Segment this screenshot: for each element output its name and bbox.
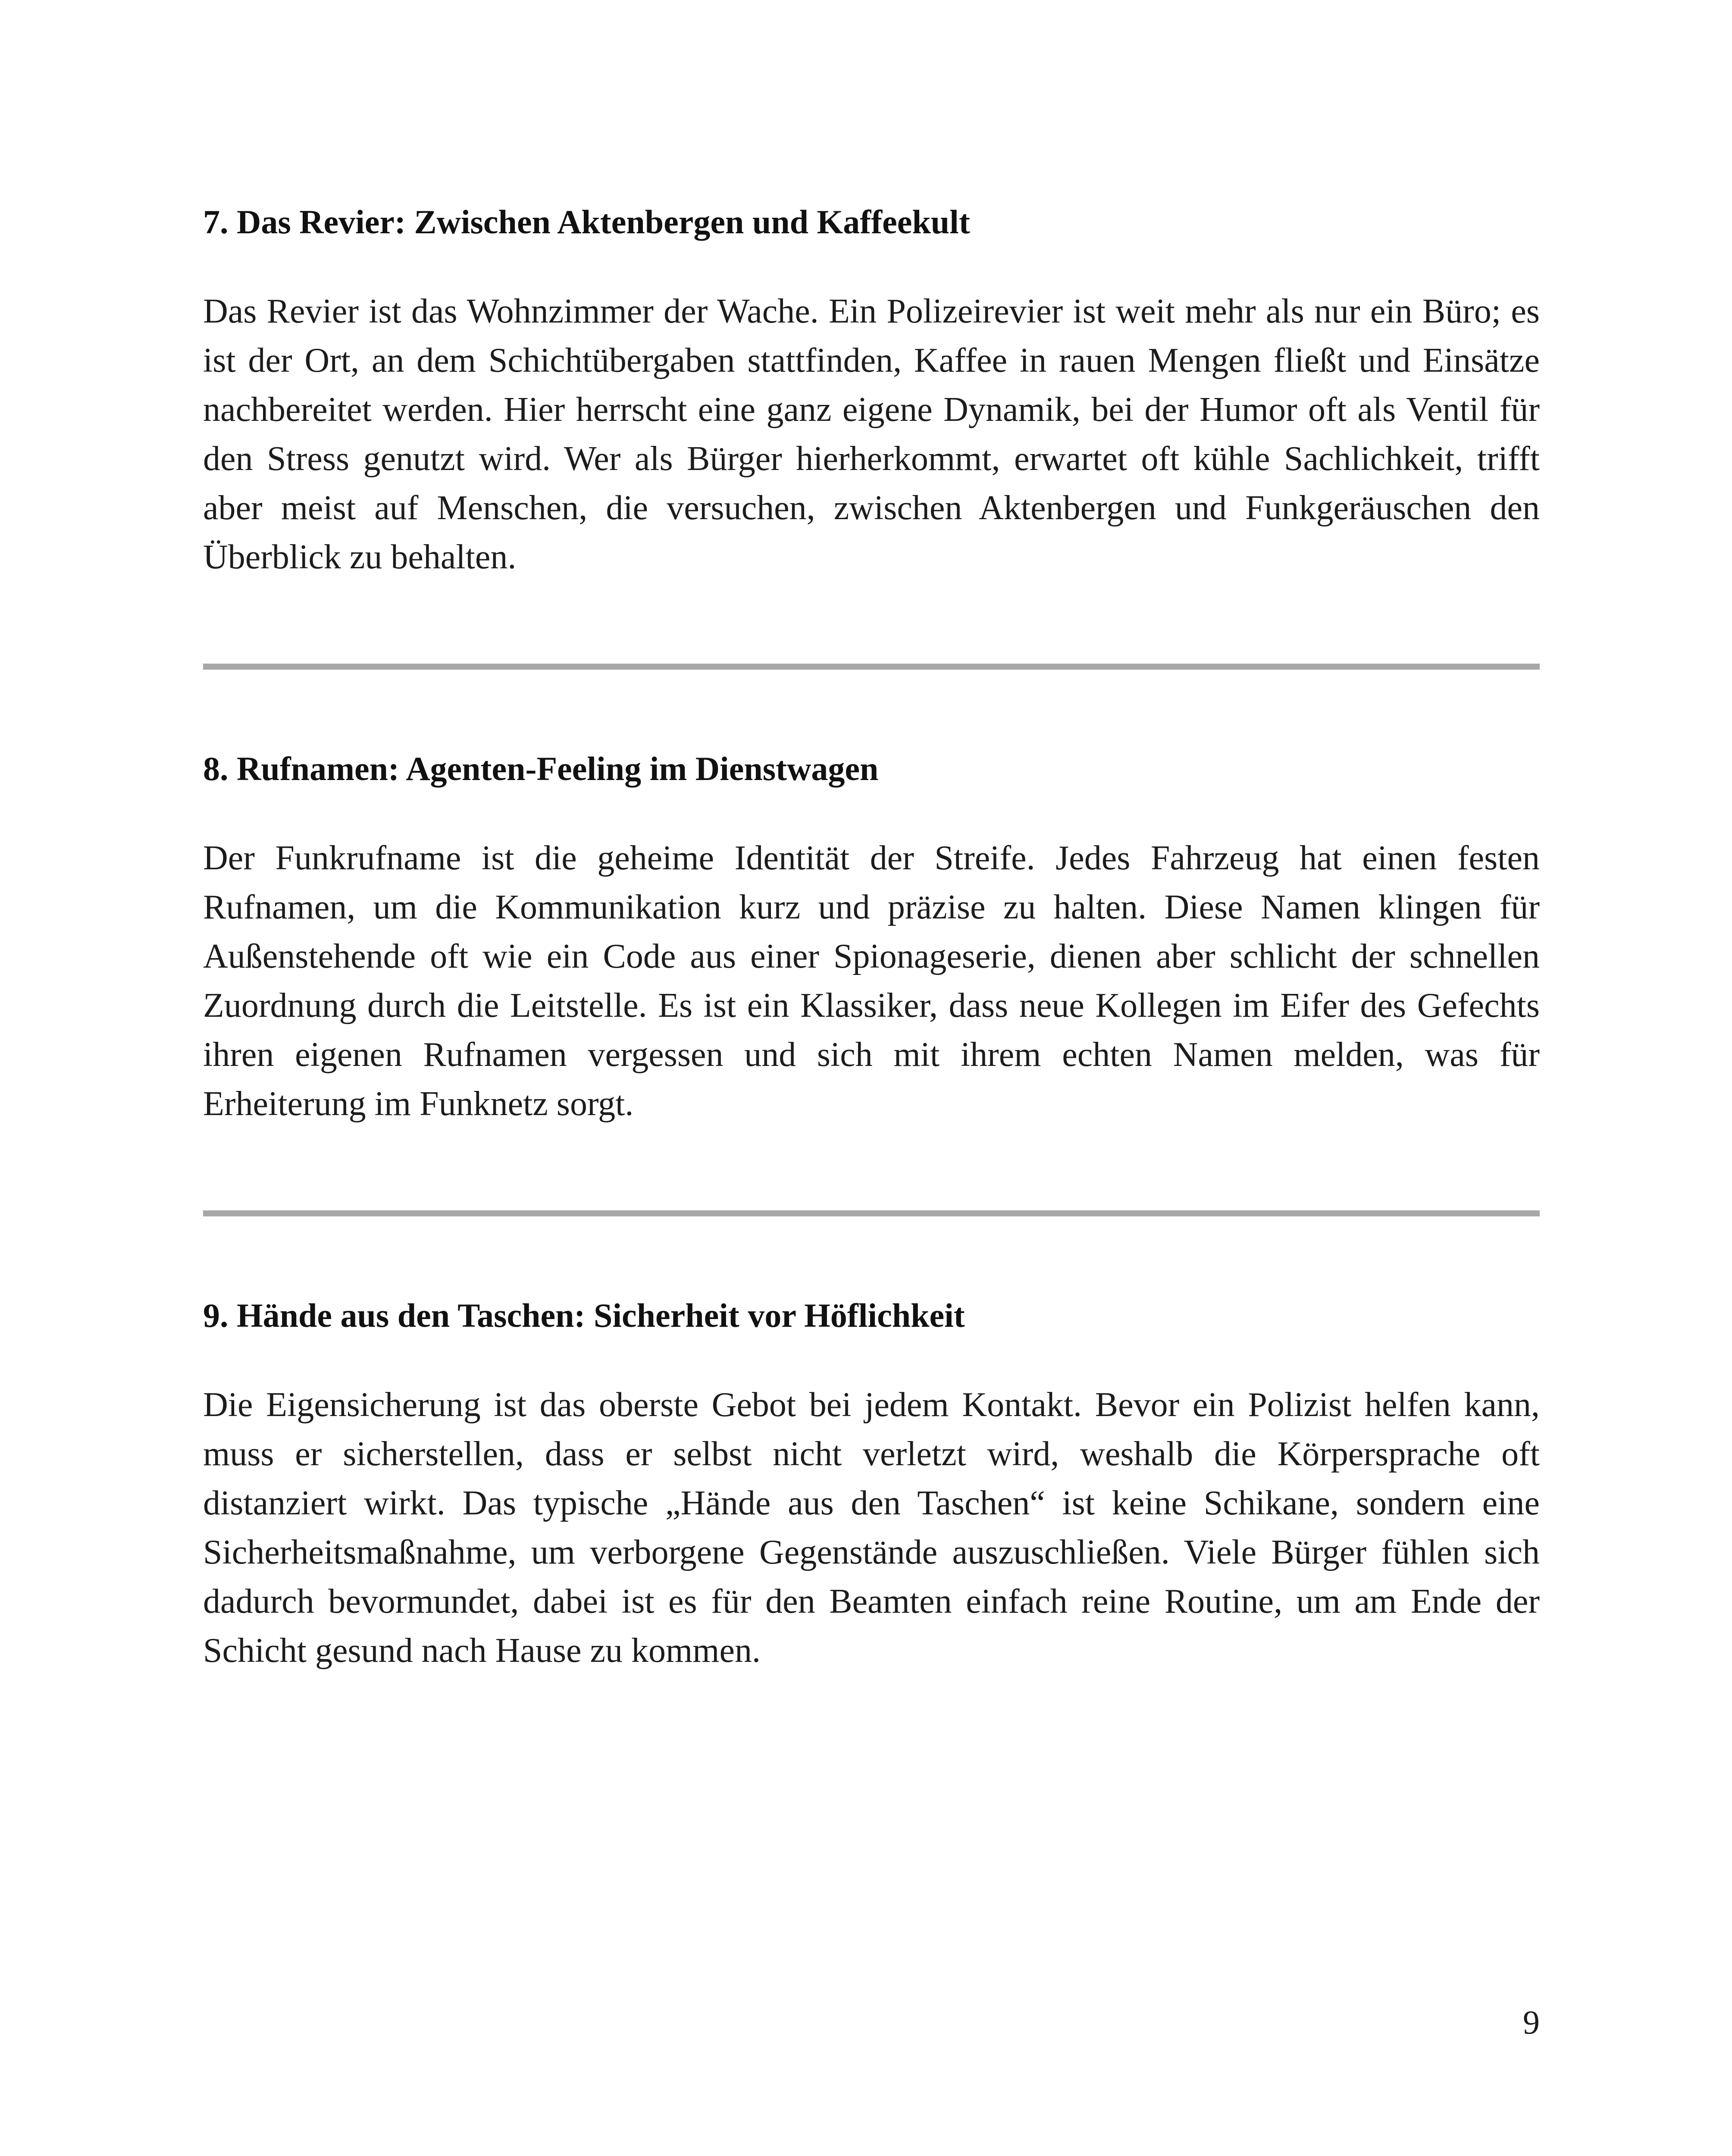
- section-paragraph: Das Revier ist das Wohnzimmer der Wache. Ein Polizeirevier ist weit mehr als nur ein Büro; es ist der Ort, an dem Schichtübergaben stattfinden, Kaffee in rauen Mengen fließt und Einsätze nachbereitet werden. Hier herrscht eine ganz eigene Dynamik, bei der Humor oft als Ventil für den Stress genutzt wird. Wer als Bürger hierherkommt, erwartet oft kühle Sachlichkeit, trifft aber meist auf Menschen, die versuchen, zwischen Aktenbergen und Funkgeräuschen den Überblick zu behalten.: [203, 292, 1540, 576]
- section-divider: [203, 1210, 1540, 1216]
- section-7: [203, 198, 1540, 582]
- section-heading: 7. Das Revier: Zwischen Aktenbergen und Kaffeekult: [203, 203, 970, 241]
- section-heading: 8. Rufnamen: Agenten-Feeling im Dienstwagen: [203, 750, 879, 787]
- page-content: [203, 198, 1540, 1675]
- page-number: 9: [1523, 2003, 1540, 2041]
- section-8: [203, 745, 1540, 1128]
- section-paragraph: Der Funkrufname ist die geheime Identität der Streife. Jedes Fahrzeug hat einen festen Rufnamen, um die Kommunikation kurz und präzise zu halten. Diese Namen klingen für Außenstehende oft wie ein Code aus einer Spionageserie, dienen aber schlicht der schnellen Zuordnung durch die Leitstelle. Es ist ein Klassiker, dass neue Kollegen im Eifer des Gefechts ihren eigenen Rufnamen vergessen und sich mit ihrem echten Namen melden, was für Erheiterung im Funknetz sorgt.: [203, 839, 1540, 1123]
- section-divider: [203, 664, 1540, 670]
- section-9: [203, 1292, 1540, 1675]
- section-paragraph: Die Eigensicherung ist das oberste Gebot bei jedem Kontakt. Bevor ein Polizist helfen kann, muss er sicherstellen, dass er selbst nicht verletzt wird, weshalb die Körpersprache oft distanziert wirkt. Das typische „Hände aus den Taschen“ ist keine Schikane, sondern eine Sicherheitsmaßnahme, um verborgene Gegenstände auszuschließen. Viele Bürger fühlen sich dadurch bevormundet, dabei ist es für den Beamten einfach reine Routine, um am Ende der Schicht gesund nach Hause zu kommen.: [203, 1386, 1540, 1670]
- section-heading: 9. Hände aus den Taschen: Sicherheit vor Höflichkeit: [203, 1297, 965, 1334]
